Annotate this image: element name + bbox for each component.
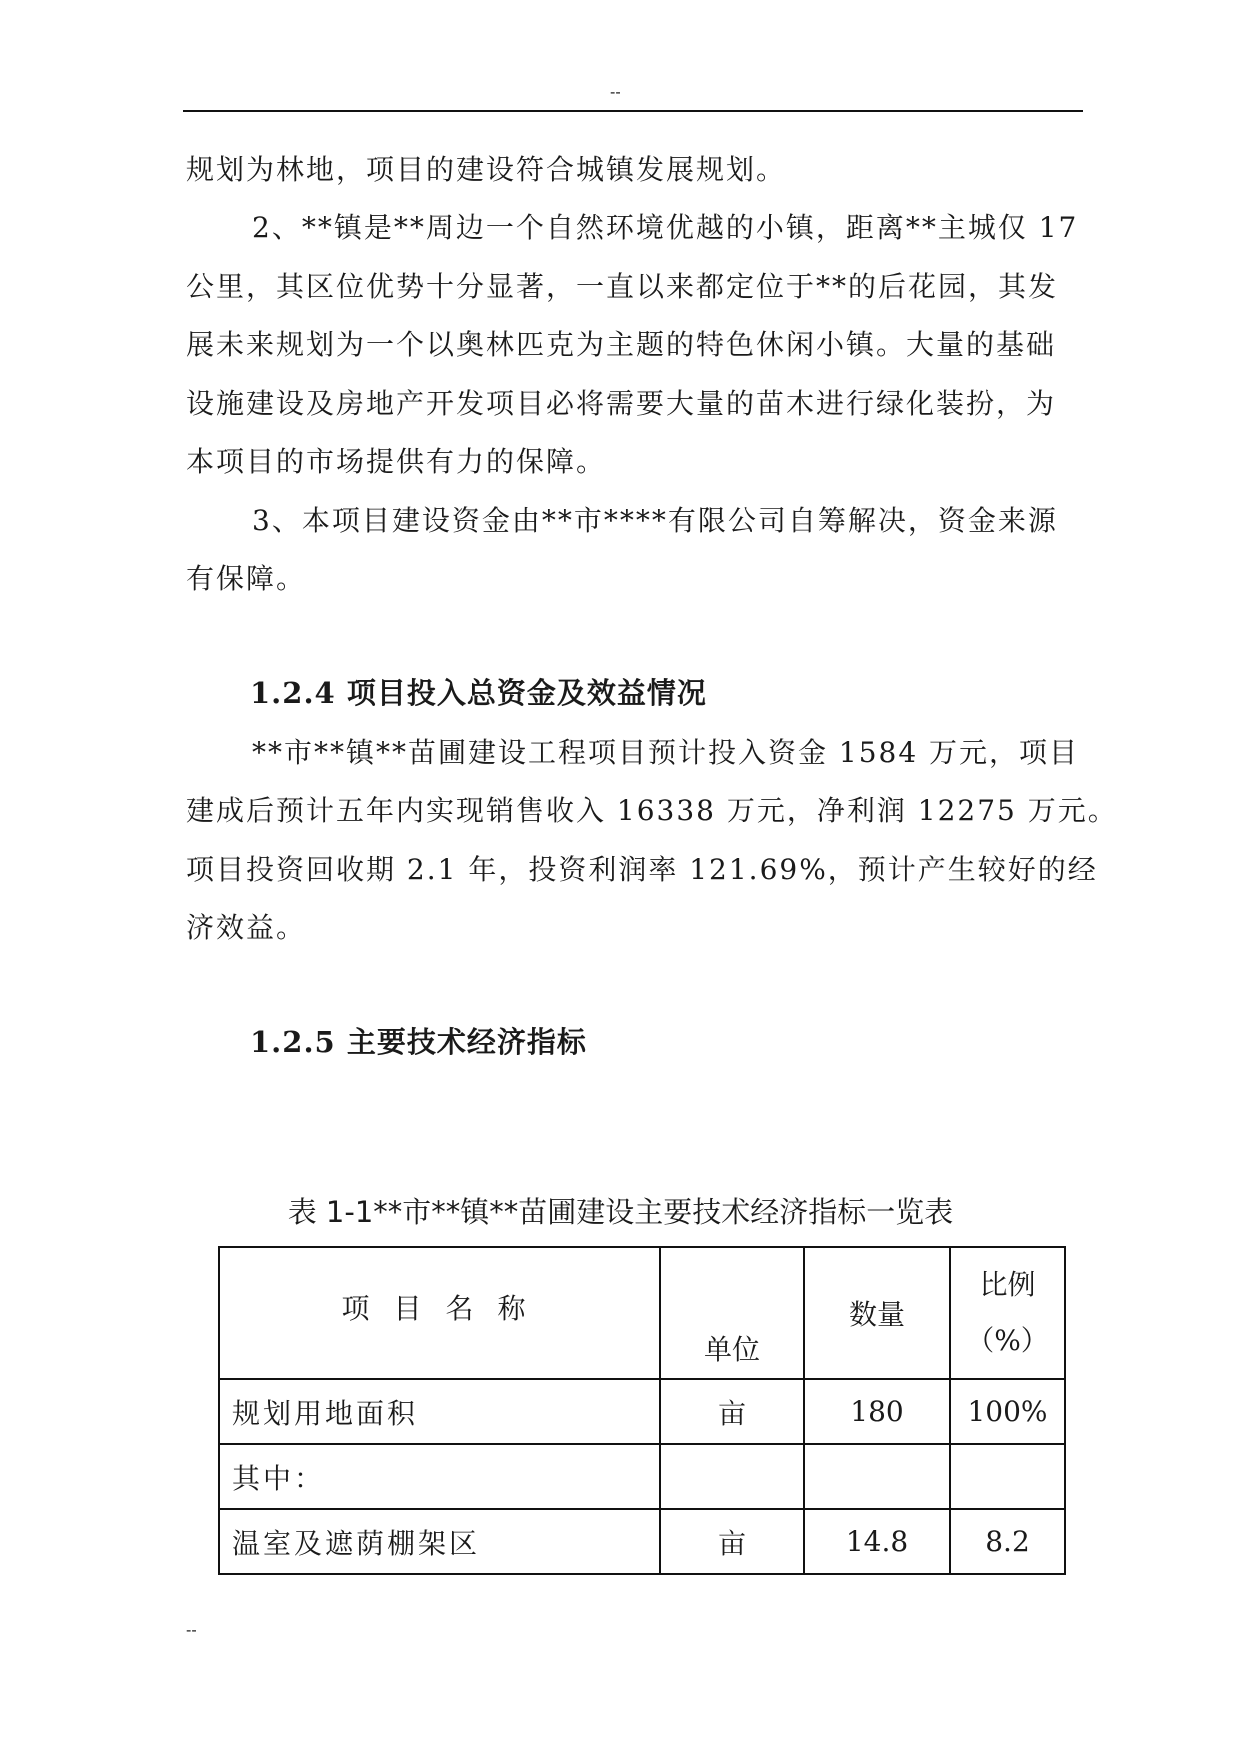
cell-pct: 8.2 (950, 1509, 1065, 1574)
paragraph-line: 3、本项目建设资金由**市****有限公司自筹解决，资金来源 (252, 504, 1058, 537)
cell-qty: 14.8 (804, 1509, 950, 1574)
paragraph-line: 展未来规划为一个以奥林匹克为主题的特色休闲小镇。大量的基础 (186, 328, 1057, 361)
economic-indicators-table (218, 1246, 1066, 1575)
table-header-row (219, 1247, 1065, 1379)
table-row (219, 1509, 1065, 1574)
table-row (219, 1444, 1065, 1509)
cell-qty (804, 1444, 950, 1509)
header-cell-name: 项目名称 (219, 1247, 660, 1379)
cell-name: 温室及遮荫棚架区 (219, 1509, 660, 1574)
cell-qty: 180 (804, 1379, 950, 1444)
header-divider (183, 110, 1083, 112)
section-heading-1-2-5: 1.2.5 主要技术经济指标 (250, 1025, 587, 1059)
paragraph-line: **市**镇**苗圃建设工程项目预计投入资金 1584 万元，项目 (252, 736, 1080, 769)
page-header-mark: -- (610, 84, 621, 101)
header-cell-pct: 比例 （%） (950, 1247, 1065, 1379)
paragraph-line: 公里，其区位优势十分显著，一直以来都定位于**的后花园，其发 (186, 270, 1059, 303)
paragraph-line: 设施建设及房地产开发项目必将需要大量的苗木进行绿化装扮，为 (186, 387, 1057, 420)
cell-name: 其中： (219, 1444, 660, 1509)
cell-name: 规划用地面积 (219, 1379, 660, 1444)
cell-unit (660, 1444, 804, 1509)
paragraph-line: 本项目的市场提供有力的保障。 (186, 445, 607, 478)
paragraph-line: 济效益。 (186, 911, 307, 944)
cell-pct: 100% (950, 1379, 1065, 1444)
paragraph-line: 建成后预计五年内实现销售收入 16338 万元，净利润 12275 万元。 (186, 794, 1118, 827)
cell-pct (950, 1444, 1065, 1509)
table-row (219, 1379, 1065, 1444)
paragraph-line: 规划为林地，项目的建设符合城镇发展规划。 (186, 153, 787, 186)
cell-unit: 亩 (660, 1379, 804, 1444)
cell-unit: 亩 (660, 1509, 804, 1574)
header-cell-unit: 单位 (660, 1247, 804, 1379)
paragraph-line: 2、**镇是**周边一个自然环境优越的小镇，距离**主城仅 17 (252, 211, 1079, 244)
header-cell-qty: 数量 (804, 1247, 950, 1379)
page-footer-mark: -- (186, 1622, 197, 1639)
section-heading-1-2-4: 1.2.4 项目投入总资金及效益情况 (250, 676, 707, 710)
paragraph-line: 项目投资回收期 2.1 年，投资利润率 121.69%，预计产生较好的经 (186, 853, 1098, 886)
table-caption: 表 1-1**市**镇**苗圃建设主要技术经济指标一览表 (287, 1195, 954, 1229)
paragraph-line: 有保障。 (186, 562, 307, 595)
